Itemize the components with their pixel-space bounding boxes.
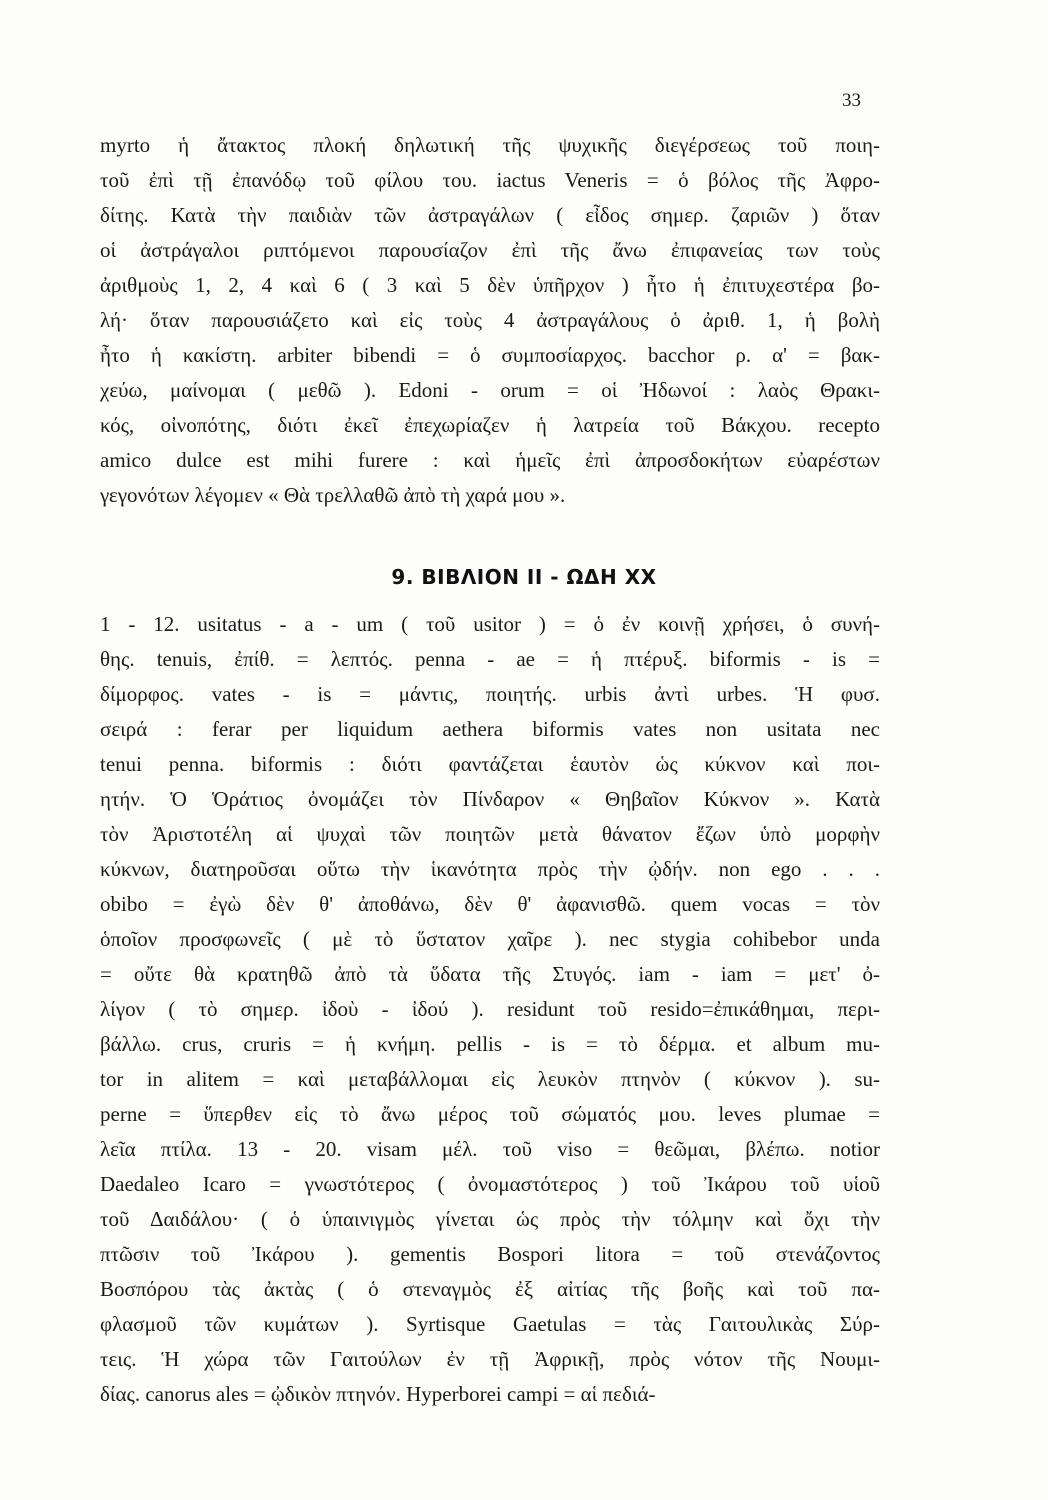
- text-line: λή· ὅταν παρουσιάζετο καὶ εἰς τοὺς 4 ἀστραγάλους ὁ ἀριθ. 1, ἡ βολὴ: [100, 308, 880, 332]
- text-line: θης. tenuis, ἐπίθ. = λεπτός. penna - ae = ἡ πτέρυξ. biformis - is =: [100, 647, 880, 671]
- text-line: πτῶσιν τοῦ Ἰκάρου ). gementis Bospori litora = τοῦ στενάζοντος: [100, 1242, 880, 1266]
- text-line: δίας. canorus ales = ᾠδικὸν πτηνόν. Hyperborei campi = αἱ πεδιά-: [100, 1382, 656, 1406]
- text-line: τοῦ ἐπὶ τῇ ἐπανόδῳ τοῦ φίλου του. iactus Veneris = ὁ βόλος τῆς Ἀφρο-: [100, 168, 880, 192]
- text-line: χεύω, μαίνομαι ( μεθῶ ). Edoni - orum = οἱ Ἠδωνοί : λαὸς Θρακι-: [100, 378, 880, 402]
- page-number: 33: [842, 90, 861, 111]
- text-line: τοῦ Δαιδάλου· ( ὁ ὑπαινιγμὸς γίνεται ὡς πρὸς τὴν τόλμην καὶ ὄχι τὴν: [100, 1207, 880, 1231]
- text-line: γεγονότων λέγομεν « Θὰ τρελλαθῶ ἀπὸ τὴ χαρά μου ».: [100, 483, 566, 507]
- text-line: τὸν Ἀριστοτέλη αἱ ψυχαὶ τῶν ποιητῶν μετὰ θάνατον ἔζων ὑπὸ μορφὴν: [100, 822, 880, 846]
- text-line: ἀριθμοὺς 1, 2, 4 καὶ 6 ( 3 καὶ 5 δὲν ὑπῆρχον ) ἦτο ἡ ἐπιτυχεστέρα βο-: [100, 273, 880, 297]
- text-line: λεῖα πτίλα. 13 - 20. visam μέλ. τοῦ viso = θεῶμαι, βλέπω. notior: [100, 1137, 880, 1161]
- text-line: τεις. Ἡ χώρα τῶν Γαιτούλων ἐν τῇ Ἀφρικῇ, πρὸς νότον τῆς Νουμι-: [100, 1347, 880, 1371]
- text-line: = οὔτε θὰ κρατηθῶ ἀπὸ τὰ ὕδατα τῆς Στυγός. iam - iam = μετ' ὀ-: [100, 962, 880, 986]
- text-line: δίμορφος. vates - is = μάντις, ποιητής. urbis ἀντὶ urbes. Ἡ φυσ.: [100, 682, 880, 706]
- text-line: δίτης. Κατὰ τὴν παιδιὰν τῶν ἀστραγάλων ( εἶδος σημερ. ζαριῶν ) ὅταν: [100, 203, 880, 227]
- paragraph-commentary-ode-20: [100, 607, 880, 1412]
- text-line: κός, οἰνοπότης, διότι ἐκεῖ ἐπεχωρίαζεν ἡ λατρεία τοῦ Βάκχου. recepto: [100, 413, 880, 437]
- text-line: ὁποῖον προσφωνεῖς ( μὲ τὸ ὕστατον χαῖρε ). nec stygia cohibebor unda: [100, 927, 880, 951]
- text-line: οἱ ἀστράγαλοι ριπτόμενοι παρουσίαζον ἐπὶ τῆς ἄνω ἐπιφανείας των τοὺς: [100, 238, 880, 262]
- text-line: σειρά : ferar per liquidum aethera biformis vates non usitata nec: [100, 717, 880, 741]
- text-line: tor in alitem = καὶ μεταβάλλομαι εἰς λευκὸν πτηνὸν ( κύκνον ). su-: [100, 1067, 880, 1091]
- text-line: ητήν. Ὁ Ὁράτιος ὀνομάζει τὸν Πίνδαρον « Θηβαῖον Κύκνον ». Κατὰ: [100, 787, 880, 811]
- text-line: βάλλω. crus, cruris = ἡ κνήμη. pellis - is = τὸ δέρμα. et album mu-: [100, 1032, 880, 1056]
- paragraph-commentary-ode-19: [100, 128, 880, 513]
- text-line: myrto ἡ ἄτακτος πλοκή δηλωτική τῆς ψυχικῆς διεγέρσεως τοῦ ποιη-: [100, 133, 880, 157]
- text-line: ἦτο ἡ κακίστη. arbiter bibendi = ὁ συμποσίαρχος. bacchor ρ. α' = βακ-: [100, 343, 880, 367]
- text-line: Βοσπόρου τὰς ἀκτὰς ( ὁ στεναγμὸς ἐξ αἰτίας τῆς βοῆς καὶ τοῦ πα-: [100, 1277, 880, 1301]
- text-line: 1 - 12. usitatus - a - um ( τοῦ usitor ) = ὁ ἐν κοινῇ χρήσει, ὁ συνή-: [100, 612, 880, 636]
- text-line: obibo = ἐγὼ δὲν θ' ἀποθάνω, δὲν θ' ἀφανισθῶ. quem vocas = τὸν: [100, 892, 880, 916]
- text-line: λίγον ( τὸ σημερ. ἰδοὺ - ἰδού ). residunt τοῦ resido=ἐπικάθημαι, περι-: [100, 997, 880, 1021]
- section-heading: 9. ΒΙΒΛΙΟΝ II - ΩΔΗ XX: [391, 565, 657, 589]
- text-line: φλασμοῦ τῶν κυμάτων ). Syrtisque Gaetulas = τὰς Γαιτουλικὰς Σύρ-: [100, 1312, 880, 1336]
- text-line: κύκνων, διατηροῦσαι οὕτω τὴν ἱκανότητα πρὸς τὴν ᾠδήν. non ego . . .: [100, 857, 880, 881]
- text-line: tenui penna. biformis : διότι φαντάζεται ἑαυτὸν ὡς κύκνον καὶ ποι-: [100, 752, 880, 776]
- text-line: amico dulce est mihi furere : καὶ ἡμεῖς ἐπὶ ἀπροσδοκήτων εὐαρέστων: [100, 448, 880, 472]
- text-line: perne = ὕπερθεν εἰς τὸ ἄνω μέρος τοῦ σώματός μου. leves plumae =: [100, 1102, 880, 1126]
- text-line: Daedaleo Icaro = γνωστότερος ( ὀνομαστότερος ) τοῦ Ἰκάρου τοῦ υἱοῦ: [100, 1172, 880, 1196]
